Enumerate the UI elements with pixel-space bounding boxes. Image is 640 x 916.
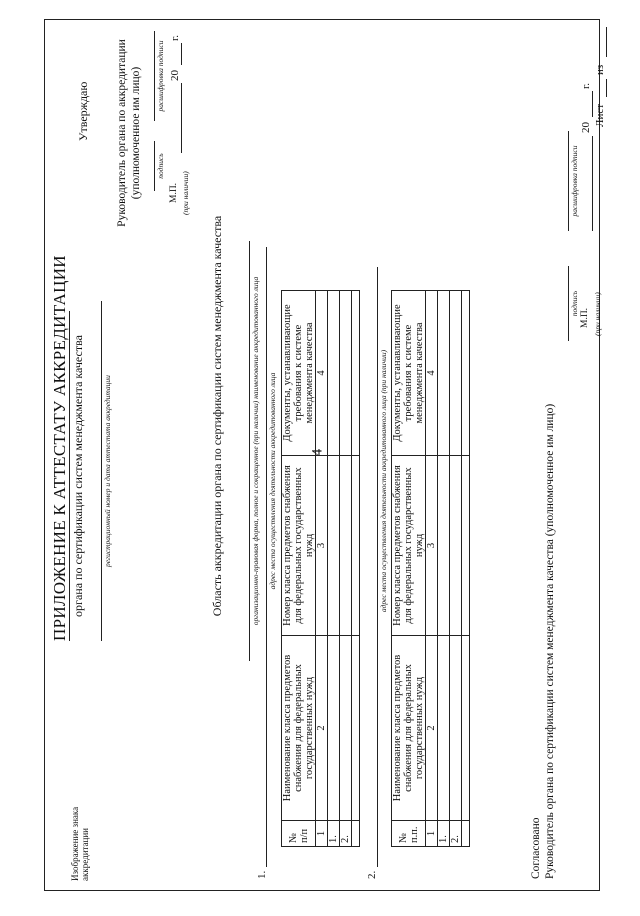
table-row <box>462 291 470 847</box>
footer-decoding-line <box>568 131 569 231</box>
table-cell <box>438 636 450 821</box>
table-cell <box>352 291 360 456</box>
approval-date-year: 20 <box>169 70 181 81</box>
footer-date-suffix: г. <box>580 82 592 89</box>
table-cell <box>340 636 352 821</box>
section-1-address-line <box>266 247 267 867</box>
agreed-label: Согласовано <box>530 817 542 879</box>
table-cell <box>462 821 470 847</box>
footer-date-year: 20 <box>580 122 592 133</box>
row-number: 2. <box>340 821 352 847</box>
table-header-index-2: 2 <box>316 636 328 821</box>
table-row <box>450 291 462 847</box>
table-cell <box>438 456 450 636</box>
section-2-address-caption: адрес места осуществления деятельности аккредитованного лица (при наличии) <box>379 349 388 613</box>
section-2-table <box>391 290 470 847</box>
title-underline <box>69 311 70 641</box>
footer-head-title: Руководитель органа по сертификации систем менеджмента качества (уполномоченное им лицо) <box>544 403 556 879</box>
title-main: ПРИЛОЖЕНИЕ К АТТЕСТАТУ АККРЕДИТАЦИИ <box>50 255 69 641</box>
approval-date-suffix: г. <box>169 34 181 41</box>
approver-seal-note: (при наличии) <box>181 171 190 215</box>
row-number: 2. <box>450 821 462 847</box>
table-header-index-4: 4 <box>426 291 438 456</box>
footer-sheet-label: Лист <box>594 103 606 127</box>
table-header-class-number: Номер класса предметов снабжения для федеральных государственных нужд <box>392 456 426 636</box>
table-cell <box>462 636 470 821</box>
table-cell <box>462 456 470 636</box>
scope-title: Область аккредитации органа по сертификации систем менеджмента качества <box>210 215 224 617</box>
table-header-class-name: Наименование класса предметов снабжения для федеральных государственных нужд <box>282 636 316 821</box>
table-cell <box>352 456 360 636</box>
footer-seal-note: (при наличии) <box>593 292 602 336</box>
table-header-index-1: 1 <box>426 821 438 847</box>
table-cell <box>352 636 360 821</box>
reg-number-caption: регистрационный номер и дата аттестата аккредитации <box>103 375 112 567</box>
section-1-table <box>281 290 360 847</box>
approver-title: Руководитель органа по аккредитации <box>116 39 128 227</box>
table-header-class-name: Наименование класса предметов снабжения для федеральных государственных нужд <box>392 636 426 821</box>
table-header-documents: Документы, устанавливающие требования к системе менеджмента качества <box>392 291 426 456</box>
org-name-caption: организационно-правовая форма, полное и сокращенное (при наличии) наименование аккредитованного лица <box>251 276 260 626</box>
table-cell <box>450 456 462 636</box>
table-cell <box>340 456 352 636</box>
footer-signature-line <box>568 266 569 341</box>
approver-signature-line <box>154 141 155 191</box>
footer-of-line <box>606 27 607 57</box>
footer-date-line-1 <box>592 136 593 231</box>
table-header-index-4: 4 <box>316 291 328 456</box>
table-cell <box>352 821 360 847</box>
table-cell <box>462 291 470 456</box>
table-header-class-number: Номер класса предметов снабжения для федеральных государственных нужд <box>282 456 316 636</box>
footer-sheet-line <box>606 79 607 97</box>
approver-signature-caption: подпись <box>156 153 165 179</box>
table-row <box>438 291 450 847</box>
approver-decoding-line <box>154 31 155 121</box>
rotated-document <box>44 19 606 891</box>
table-row <box>352 291 360 847</box>
footer-signature-caption: подпись <box>570 290 579 317</box>
approver-seal: М.П. <box>169 182 179 203</box>
footer-date-line-2 <box>592 91 593 117</box>
table-header-index-3: 3 <box>316 456 328 636</box>
table-cell <box>328 291 340 456</box>
accreditation-mark-label: Изображение знака аккредитации <box>70 806 90 881</box>
section-2-address-line <box>377 267 378 867</box>
table-header-index-1: 1 <box>316 821 328 847</box>
approval-label: Утверждаю <box>76 81 90 141</box>
approver-decoding-caption: расшифровка подписи <box>156 40 165 112</box>
footer-of-label: из <box>594 64 606 75</box>
page-number: 4 <box>309 448 326 457</box>
approval-date-line-1 <box>181 83 182 153</box>
table-row <box>328 291 340 847</box>
table-cell <box>340 291 352 456</box>
section-1-number: 1. <box>256 870 268 879</box>
approver-title-note: (уполномоченное им лицо) <box>130 66 142 200</box>
title-subtitle: органа по сертификации систем менеджмента качества <box>71 335 85 617</box>
table-cell <box>328 636 340 821</box>
section-1-address-caption: адрес места осуществления деятельности аккредитованного лица <box>268 372 277 590</box>
table-header-index-3: 3 <box>426 456 438 636</box>
section-2-number: 2. <box>366 870 378 879</box>
table-header-index-2: 2 <box>426 636 438 821</box>
table-cell <box>438 291 450 456</box>
table-header-number: № п/п <box>282 821 316 847</box>
reg-number-line <box>101 301 102 641</box>
table-row <box>340 291 352 847</box>
table-header-number: № п.п. <box>392 821 426 847</box>
footer-seal: М.П. <box>580 307 590 328</box>
approval-date-line-2 <box>181 43 182 65</box>
table-cell <box>328 456 340 636</box>
table-cell <box>450 291 462 456</box>
row-number: 1. <box>438 821 450 847</box>
row-number: 1. <box>328 821 340 847</box>
table-header-documents: Документы, устанавливающие требования к системе менеджмента качества <box>282 291 316 456</box>
org-name-line <box>249 241 250 661</box>
table-cell <box>450 636 462 821</box>
footer-decoding-caption: расшифровка подписи <box>570 145 579 217</box>
